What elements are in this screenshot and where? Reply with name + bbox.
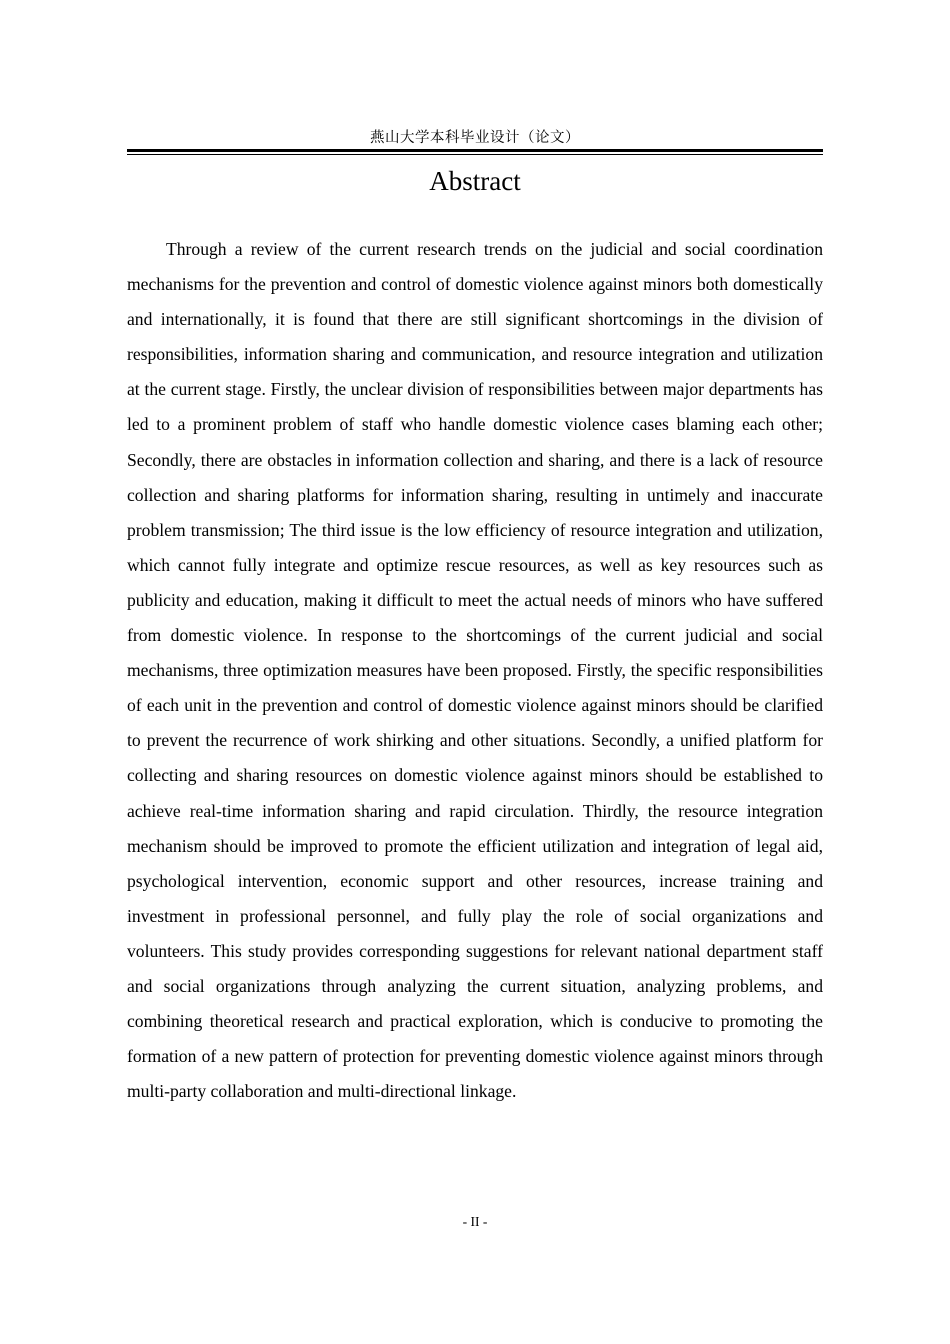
- page-number: - II -: [462, 1214, 488, 1229]
- abstract-title: Abstract: [429, 166, 521, 196]
- header-rule-thin: [127, 154, 823, 155]
- page-header-title: 燕山大学本科毕业设计（论文）: [370, 130, 580, 146]
- header-rule-thick: [127, 149, 823, 152]
- abstract-body: Through a review of the current research trends on the judicial and social coordination mechanisms for the prevention and control of domestic violence against minors both domestically and internationally, it is found that there are still significant shortcomings in the division of responsibilities, information sharing and communication, and resource integration and utilization at the current stage. Firstly, the unclear division of responsibilities between major departments has led to a prominent problem of staff who handle domestic violence cases blaming each other; Secondly, there are obstacles in information collection and sharing, and there is a lack of resource collection and sharing platforms for information sharing, resulting in untimely and inaccurate problem transmission; The third issue is the low efficiency of resource integration and utilization, which cannot fully integrate and optimize rescue resources, as well as key resources such as publicity and education, making it difficult to meet the actual needs of minors who have suffered from domestic violence. In response to the shortcomings of the current judicial and social mechanisms, three optimization measures have been proposed. Firstly, the specific responsibilities of each unit in the prevention and control of domestic violence against minors should be clarified to prevent the recurrence of work shirking and other situations. Secondly, a unified platform for collecting and sharing resources on domestic violence against minors should be established to achieve real-time information sharing and rapid circulation. Thirdly, the resource integration mechanism should be improved to promote the efficient utilization and integration of legal aid, psychological intervention, economic support and other resources, increase training and investment in professional personnel, and fully play the role of social organizations and volunteers. This study provides corresponding suggestions for relevant national department staff and social organizations through analyzing the current situation, analyzing problems, and combining theoretical research and practical exploration, which is conducive to promoting the formation of a new pattern of protection for preventing domestic violence against minors through multi-party collaboration and multi-directional linkage.: [127, 239, 823, 1102]
